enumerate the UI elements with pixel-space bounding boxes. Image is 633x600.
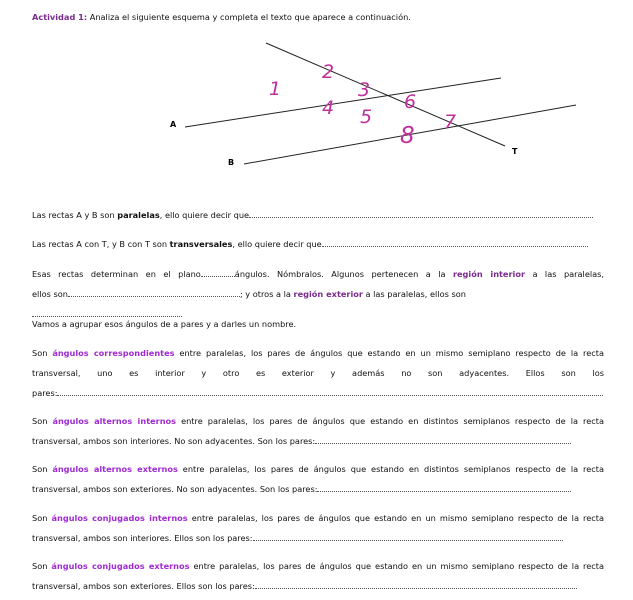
angle-number-2: 2 [322,61,335,83]
activity-label: Actividad 1: [32,12,88,22]
answer-blank[interactable] [68,289,240,297]
angle-number-6: 6 [404,91,417,113]
answer-blank[interactable] [322,239,588,247]
angle-number-7: 7 [444,111,457,133]
answer-blank[interactable] [57,388,603,396]
paragraph-conjugados-internos: Son ángulos conjugados internos entre paralelas, los pares de ángulos que estando en un mismo semiplano respecto de la recta transversal, ambos son interiores. Ellos son los pares: [32,513,604,543]
answer-blank[interactable] [315,436,571,444]
paragraph-alternos-internos: Son ángulos alternos internos entre paralelas, los pares de ángulos que estando en distintos semiplanos respecto de la recta transversal, ambos son interiores. No son adyacentes. Son los pares: [32,416,604,446]
answer-blank[interactable] [249,210,593,218]
paragraph-alternos-externos: Son ángulos alternos externos entre paralelas, los pares de ángulos que estando en distintos semiplanos respecto de la recta transversal, ambos son exteriores. No son adyacentes. Son los pares: [32,464,604,494]
lines-diagram [0,0,633,190]
paragraph-correspondientes: Son ángulos correspondientes entre paralelas, los pares de ángulos que estando en un mismo semiplano respecto de la recta transversal, uno es interior y otro es exterior y además no son adyacentes. Ellos son los pares: [32,348,604,398]
angle-number-4: 4 [322,97,335,119]
answer-blank[interactable] [201,269,235,277]
paragraph-intro-pares: Vamos a agrupar esos ángulos de a pares y a darles un nombre. [32,319,297,329]
answer-blank[interactable] [253,533,563,541]
angle-number-8: 8 [400,123,415,149]
answer-blank[interactable] [317,484,571,492]
angle-number-1: 1 [269,78,282,100]
line-t [266,43,505,146]
paragraph-angulos: Esas rectas determinan en el plano ángulos. Nómbralos. Algunos pertenecen a la región interior a las paralelas, ellos son ; y otros a la región exterior a las paralelas, ellos son [32,264,604,324]
angle-number-5: 5 [360,106,373,128]
answer-blank[interactable] [255,581,577,589]
label-a: A [170,120,177,129]
angle-number-3: 3 [358,79,371,101]
paragraph-transversales: Las rectas A con T, y B con T son transversales, ello quiere decir que [32,234,604,254]
paragraph-conjugados-externos: Son ángulos conjugados externos entre paralelas, los pares de ángulos que estando en un mismo semiplano respecto de la recta transversal, ambos son exteriores. Ellos son los pares: [32,561,605,591]
label-b: B [228,158,235,167]
label-t: T [512,147,518,156]
paragraph-paralelas: Las rectas A y B son paralelas, ello quiere decir que [32,205,604,225]
activity-instructions: Analiza el siguiente esquema y completa el texto que aparece a continuación. [89,12,411,22]
